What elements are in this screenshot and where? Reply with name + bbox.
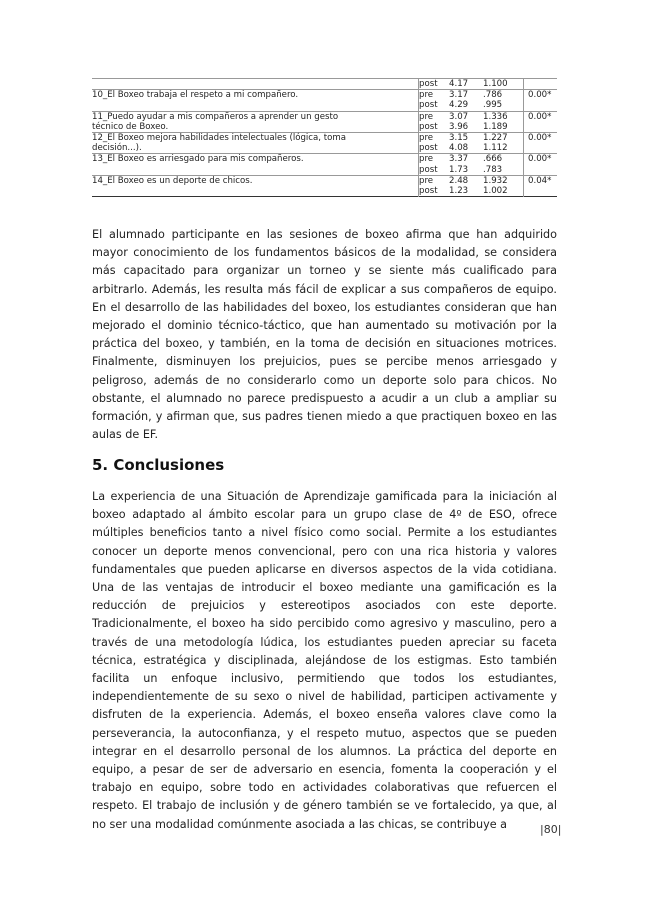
sd-cell: 1.932 (483, 175, 524, 186)
sig-cell (524, 165, 558, 176)
page-number: |80| (540, 823, 562, 836)
mean-cell: 1.73 (449, 164, 469, 175)
table-row (92, 133, 557, 144)
phase-cell: pre (419, 133, 450, 144)
mean-cell: 3.96 (449, 121, 469, 132)
sig-cell (524, 186, 558, 197)
item-label (92, 186, 419, 197)
phase-cell: post (419, 122, 450, 133)
sig-cell (524, 100, 558, 111)
table-row (92, 186, 557, 197)
sd-cell: .995 (483, 100, 503, 111)
section-heading: 5. Conclusiones (92, 456, 225, 474)
results-paragraph: El alumnado participante en las sesiones de boxeo afirma que han adquirido mayor conocimiento de los fundamentos básicos de la modalidad, se considera más capacitado para organizar un torneo y se siente más cualificado para arbitrarlo. Además, les resulta más fácil de explicar a sus compañeros de equipo. En el desarrollo de las habilidades del boxeo, los estudiantes consideran que han mejorado el dominio técnico-táctico, que han aumentado su motivación por la práctica del boxeo, y también, en la toma de decisión en situaciones motrices. Finalmente, disminuyen los prejuicios, pues se percibe menos arriesgado y peligroso, además de no considerarlo como un deporte solo para chicos. No obstante, el alumnado no parece predispuesto a acudir a un club a ampliar su formación, y afirman que, sus padres tienen miedo a que practiquen boxeo en las aulas de EF. (92, 228, 557, 442)
sd-cell: 1.336 (483, 111, 524, 122)
sd-cell: 1.227 (483, 133, 524, 144)
item-label: 12_El Boxeo mejora habilidades intelectuales (lógica, toma (92, 133, 419, 144)
sig-cell: 0.04* (524, 175, 558, 186)
sd-cell: 1.002 (483, 186, 508, 197)
sig-cell: 0.00* (524, 111, 558, 122)
mean-cell: 3.15 (449, 133, 483, 144)
table-row (92, 111, 557, 122)
item-label (92, 100, 419, 111)
mean-cell: 3.07 (449, 111, 483, 122)
phase-cell: pre (419, 154, 450, 165)
mean-cell: 4.29 (449, 100, 469, 111)
mean-cell: 1.23 (449, 186, 469, 197)
phase-cell: post (419, 79, 450, 90)
phase-cell: pre (419, 90, 450, 101)
mean-cell: 3.17 (449, 90, 483, 101)
item-label (92, 165, 419, 176)
sig-cell: 0.00* (524, 90, 558, 101)
sig-cell (524, 143, 558, 154)
phase-cell: pre (419, 111, 450, 122)
phase-cell: post (419, 100, 450, 111)
sd-cell: .666 (483, 154, 524, 165)
sd-cell: 1.189 (483, 121, 508, 132)
table-row (92, 100, 557, 111)
table-row (92, 122, 557, 133)
phase-cell: pre (419, 175, 450, 186)
results-table (92, 78, 557, 197)
item-label (92, 79, 419, 90)
item-label: decisión...). (92, 143, 142, 154)
mean-cell: 4.17 (449, 79, 483, 90)
table-row (92, 79, 557, 90)
sd-cell: 1.112 (483, 143, 508, 154)
phase-cell: post (419, 143, 450, 154)
item-label: 13_El Boxeo es arriesgado para mis compañeros. (92, 154, 419, 165)
item-label: 10_El Boxeo trabaja el respeto a mi compañero. (92, 90, 419, 101)
sd-cell: 1.100 (483, 79, 524, 90)
sd-cell: .786 (483, 90, 524, 101)
sig-cell (524, 122, 558, 133)
sig-cell: 0.00* (524, 154, 558, 165)
mean-cell: 2.48 (449, 175, 483, 186)
item-label: 11_Puedo ayudar a mis compañeros a aprender un gesto (92, 111, 419, 122)
mean-cell: 3.37 (449, 154, 483, 165)
table-row (92, 165, 557, 176)
sig-cell (524, 79, 558, 90)
table-row (92, 154, 557, 165)
item-label: técnico de Boxeo. (92, 121, 169, 132)
phase-cell: post (419, 186, 450, 197)
sig-cell: 0.00* (524, 133, 558, 144)
conclusions-paragraph: La experiencia de una Situación de Aprendizaje gamificada para la iniciación al boxeo adaptado al ámbito escolar para un grupo clase de 4º de ESO, ofrece múltiples beneficios tanto a nivel físico como social. Permite a los estudiantes conocer un deporte menos convencional, pero con una rica historia y valores fundamentales que pueden aplicarse en diversos aspectos de la vida cotidiana. Una de las ventajas de introducir el boxeo mediante una gamificación es la reducción de prejuicios y estereotipos asociados con este deporte. Tradicionalmente, el boxeo ha sido percibido como agresivo y masculino, pero a través de una metodología lúdica, los estudiantes pueden apreciar su faceta técnica, estratégica y disciplinada, alejándose de los estigmas. Esto también facilita un enfoque inclusivo, permitiendo que todos los estudiantes, independientemente de su sexo o nivel de habilidad, participen activamente y disfruten de la experiencia. Además, el boxeo enseña valores clave como la perseverancia, la autoconfianza, y el respeto mutuo, aspectos que se pueden integrar en el desarrollo personal de los alumnos. La práctica del deporte en equipo, a pesar de ser de adversario en esencia, fomenta la cooperación y el trabajo en equipo, sobre todo en actividades colaborativas que refuercen el respeto. El trabajo de inclusión y de género también se ve fortalecido, ya que, al no ser una modalidad comúnmente asociada a las chicas, se contribuye a (92, 490, 557, 831)
sd-cell: .783 (483, 164, 503, 175)
phase-cell: post (419, 165, 450, 176)
table-row (92, 90, 557, 101)
table-row (92, 175, 557, 186)
table-row (92, 143, 557, 154)
item-label: 14_El Boxeo es un deporte de chicos. (92, 175, 419, 186)
mean-cell: 4.08 (449, 143, 469, 154)
